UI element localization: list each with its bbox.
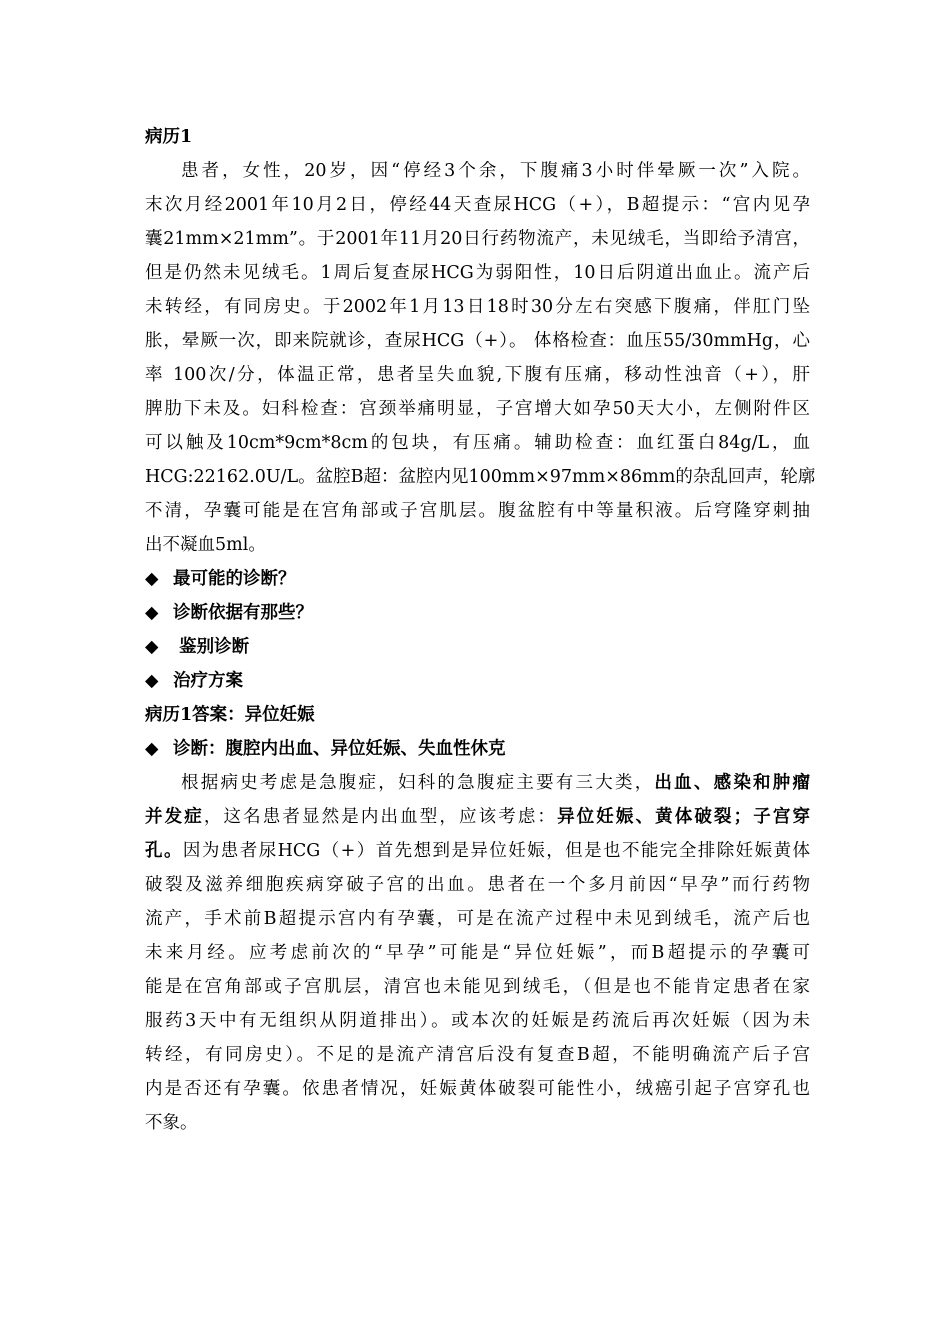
question-item	[145, 630, 810, 664]
case-line: 率 100次/分，体温正常，患者呈失血貌,下腹有压痛，移动性浊音（+），肝	[145, 365, 810, 385]
question-item	[145, 596, 810, 630]
question-list	[145, 562, 810, 698]
answer-line: 能是在宫角部或子宫肌层，清宫也未能见到绒毛，（但是也不能肯定患者在家	[145, 977, 810, 997]
case-line: 可以触及10cm*9cm*8cm的包块，有压痛。辅助检查：血红蛋白84g/L，血	[145, 433, 810, 453]
answer-text: 因为患者尿HCG（+）首先想到是异位妊娠，但是也不能完全排除妊娠黄体	[182, 841, 811, 861]
answer-line: 流产，手术前B超提示宫内有孕囊，可是在流产过程中未见到绒毛，流产后也	[145, 909, 810, 929]
diagnosis-item	[145, 732, 810, 766]
answer-title: 病历1答案：异位妊娠	[145, 705, 315, 725]
answer-line	[145, 834, 810, 868]
question-text: 最可能的诊断？	[173, 569, 296, 589]
answer-emphasis: 出血、感染和肿瘤	[654, 773, 811, 793]
diamond-bullet-icon: ◆	[145, 637, 159, 657]
case-line: 出不凝血5ml。	[145, 535, 266, 555]
question-text: 治疗方案	[173, 671, 243, 691]
question-text: 诊断依据有那些？	[173, 603, 313, 623]
answer-emphasis: 孔。	[145, 841, 183, 861]
answer-text: ，这名患者显然是内出血型，应该考虑：	[203, 807, 558, 827]
case-line: 胀，晕厥一次，即来院就诊，查尿HCG（+）。 体格检查：血压55/30mmHg，心	[145, 331, 810, 351]
answer-emphasis: 并发症	[145, 807, 204, 827]
answer-line: 内是否还有孕囊。依患者情况，妊娠黄体破裂可能性小，绒癌引起子宫穿孔也	[145, 1079, 810, 1099]
question-text: 鉴别诊断	[173, 637, 250, 657]
question-item	[145, 664, 810, 698]
case-line: 囊21mm×21mm”。于2001年11月20日行药物流产，未见绒毛，当即给予清宫，	[145, 229, 810, 249]
answer-line: 未来月经。应考虑前次的“早孕”可能是“异位妊娠”，而B超提示的孕囊可	[145, 943, 810, 963]
answer-line: 转经，有同房史）。不足的是流产清宫后没有复查B超，不能明确流产后子宫	[145, 1045, 810, 1065]
diamond-bullet-icon: ◆	[145, 569, 159, 589]
case-title: 病历1	[145, 127, 193, 147]
answer-line	[145, 766, 810, 800]
document-body	[145, 120, 816, 1140]
case-line: 患者，女性，20岁，因“停经3个余，下腹痛3小时伴晕厥一次”入院。	[181, 161, 810, 181]
answer-line: 不象。	[145, 1113, 198, 1133]
answer-emphasis: 异位妊娠、黄体破裂；子宫穿	[557, 807, 811, 827]
case-line: HCG:22162.0U/L。盆腔B超：盆腔内见100mm×97mm×86mm的杂乱回声，轮廓	[145, 467, 816, 487]
answer-line: 破裂及滋养细胞疾病穿破子宫的出血。患者在一个多月前因“早孕”而行药物	[145, 875, 810, 895]
diamond-bullet-icon: ◆	[145, 671, 159, 691]
case-line: 末次月经2001年10月2日，停经44天查尿HCG（+），B超提示：“宫内见孕	[145, 195, 810, 215]
answer-text: 根据病史考虑是急腹症，妇科的急腹症主要有三大类，	[181, 773, 655, 793]
case-line: 脾肋下未及。妇科检查：宫颈举痛明显，子宫增大如孕50天大小，左侧附件区	[145, 399, 810, 419]
question-item	[145, 562, 810, 596]
case-line: 不清，孕囊可能是在宫角部或子宫肌层。腹盆腔有中等量积液。后穹隆穿刺抽	[145, 501, 810, 521]
case-line: 但是仍然未见绒毛。1周后复查尿HCG为弱阳性，10日后阴道出血止。流产后	[145, 263, 810, 283]
answer-paragraph	[145, 766, 810, 1140]
case-line: 未转经，有同房史。于2002年1月13日18时30分左右突感下腹痛，伴肛门坠	[145, 297, 810, 317]
diamond-bullet-icon: ◆	[145, 739, 159, 759]
answer-line: 服药3天中有无组织从阴道排出）。或本次的妊娠是药流后再次妊娠（因为未	[145, 1011, 810, 1031]
diagnosis-text: 诊断：腹腔内出血、异位妊娠、失血性休克	[173, 739, 506, 759]
case-description	[145, 154, 816, 562]
answer-line	[145, 800, 810, 834]
diamond-bullet-icon: ◆	[145, 603, 159, 623]
